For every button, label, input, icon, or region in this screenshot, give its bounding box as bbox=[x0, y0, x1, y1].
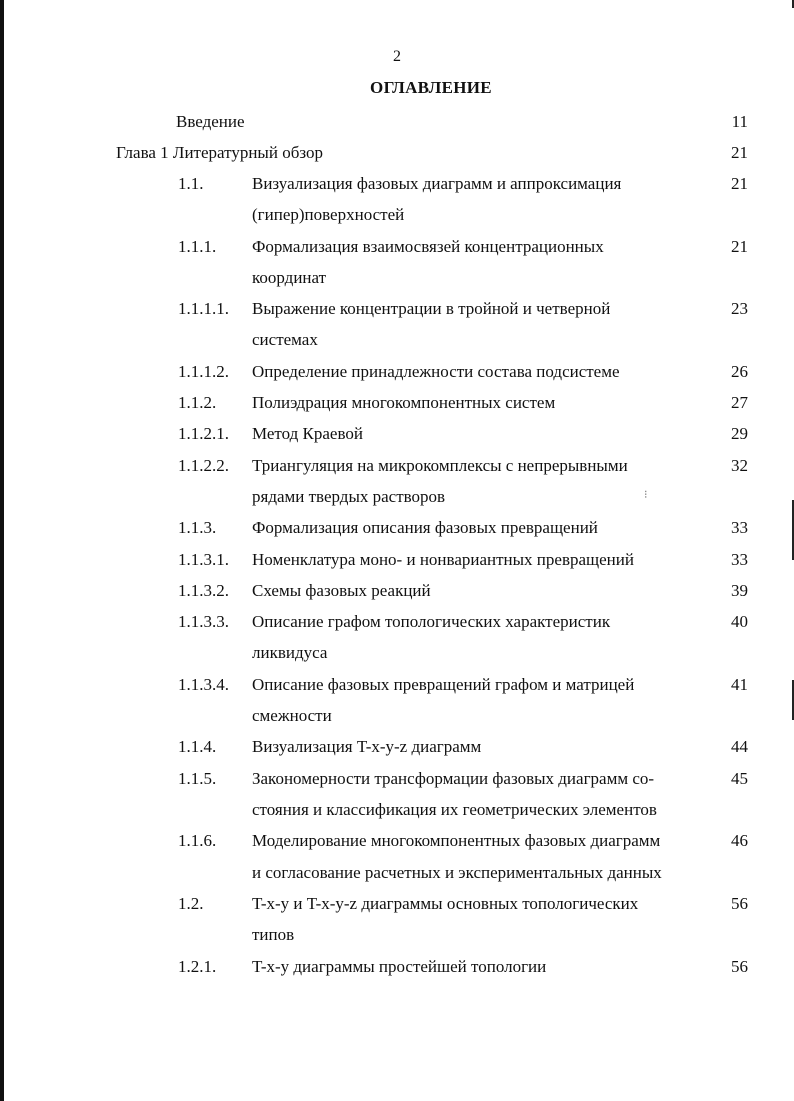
toc-entry-page: 33 bbox=[731, 518, 748, 538]
toc-entry-text: Описание графом топологических характеристик bbox=[252, 612, 611, 632]
toc-entry-number: 1.1.3.3. bbox=[178, 612, 229, 632]
toc-entry-text: Полиэдрация многокомпонентных систем bbox=[252, 393, 556, 413]
toc-entry-number: 1.2.1. bbox=[178, 956, 217, 976]
toc-entry-page: 44 bbox=[731, 737, 748, 757]
toc-entry-text: рядами твердых растворов bbox=[252, 486, 446, 506]
toc-entry-number: 1.1.5. bbox=[178, 768, 217, 788]
toc-entry-text: (гипер)поверхностей bbox=[252, 205, 405, 225]
toc-entry-text: T-x-y и T-x-y-z диаграммы основных топологических bbox=[252, 893, 639, 913]
toc-entry-text: Триангуляция на микрокомплексы с непрерывными bbox=[252, 455, 628, 475]
toc-entry-text: типов bbox=[252, 925, 295, 945]
toc-entry-text: Выражение концентрации в тройной и четверной bbox=[252, 299, 611, 319]
toc-entry-number: 1.1.4. bbox=[178, 737, 217, 757]
toc-entry-text: Визуализация фазовых диаграмм и аппроксимация bbox=[252, 174, 622, 193]
toc-entry-number: 1.1.2.2. bbox=[178, 455, 229, 475]
toc-entry-page: 33 bbox=[731, 549, 748, 569]
toc-entry-number: 1.1.3.4. bbox=[178, 674, 229, 694]
toc-entry-number: 1.1.3.1. bbox=[178, 549, 229, 569]
scan-left-border bbox=[0, 0, 4, 1101]
toc-entry-text: координат bbox=[252, 267, 327, 287]
toc-entry-page: 32 bbox=[731, 455, 748, 475]
toc-entry-text: T-x-y диаграммы простейшей топологии bbox=[252, 956, 547, 976]
toc-entry-page: 21 bbox=[731, 174, 748, 193]
toc-entry-page: 21 bbox=[731, 236, 748, 256]
toc-entry-text: смежности bbox=[252, 706, 332, 726]
toc-entry-number: 1.1. bbox=[178, 174, 204, 193]
toc-entry-text: Схемы фазовых реакций bbox=[252, 580, 431, 600]
toc-title: ОГЛАВЛЕНИЕ bbox=[370, 78, 492, 97]
toc-entry-text: системах bbox=[252, 330, 318, 350]
chapter-text: Глава 1 Литературный обзор bbox=[116, 143, 323, 162]
intro-text: Введение bbox=[176, 112, 245, 131]
toc-entry-page: 45 bbox=[731, 768, 748, 788]
toc-entry-page: 23 bbox=[731, 299, 748, 319]
toc-entry-text: Визуализация T-x-y-z диаграмм bbox=[252, 737, 482, 757]
toc-entry-number: 1.1.1.2. bbox=[178, 361, 229, 381]
toc-entry-number: 1.1.3. bbox=[178, 518, 217, 538]
toc-entry-page: 41 bbox=[731, 674, 748, 694]
toc-entry-text: Моделирование многокомпонентных фазовых диаграмм bbox=[252, 831, 661, 851]
toc-entry-number: 1.1.6. bbox=[178, 831, 217, 851]
page-number: 2 bbox=[393, 48, 401, 65]
toc-entry-text: Номенклатура моно- и нонвариантных превращений bbox=[252, 549, 634, 569]
scan-speck: ⁝ bbox=[644, 489, 648, 501]
toc-entry-text: ликвидуса bbox=[252, 643, 328, 663]
toc-entry-number: 1.1.1.1. bbox=[178, 299, 229, 319]
toc-entry-number: 1.1.1. bbox=[178, 236, 217, 256]
toc-entry-number: 1.1.3.2. bbox=[178, 580, 229, 600]
toc-entry-page: 27 bbox=[731, 393, 748, 413]
toc-entry-number: 1.1.2.1. bbox=[178, 424, 229, 444]
toc-entry-number: 1.2. bbox=[178, 893, 204, 913]
toc-entry-page: 46 bbox=[731, 831, 748, 851]
toc-entry-text: и согласование расчетных и экспериментальных данных bbox=[252, 862, 662, 882]
intro-page: 11 bbox=[731, 112, 748, 131]
toc-entry-page: 56 bbox=[731, 893, 748, 913]
toc-entry-page: 40 bbox=[731, 612, 748, 632]
toc-entry-number: 1.1.2. bbox=[178, 393, 217, 413]
toc-entry-text: стояния и классификация их геометрических элементов bbox=[252, 799, 657, 819]
toc-entry-text: Метод Краевой bbox=[252, 424, 363, 444]
toc-entry-text: Описание фазовых превращений графом и матрицей bbox=[252, 674, 635, 694]
toc-entry-page: 29 bbox=[731, 424, 748, 444]
toc-entry-text: Формализация взаимосвязей концентрационных bbox=[252, 236, 604, 256]
toc-entry-text: Определение принадлежности состава подсистеме bbox=[252, 361, 620, 381]
chapter-page: 21 bbox=[731, 143, 748, 162]
toc-entry-text: Закономерности трансформации фазовых диаграмм со- bbox=[252, 768, 655, 788]
toc-entry-page: 26 bbox=[731, 361, 748, 381]
toc-entry-text: Формализация описания фазовых превращений bbox=[252, 518, 598, 538]
toc-entry-page: 39 bbox=[731, 580, 748, 600]
toc-entry-page: 56 bbox=[731, 956, 748, 976]
